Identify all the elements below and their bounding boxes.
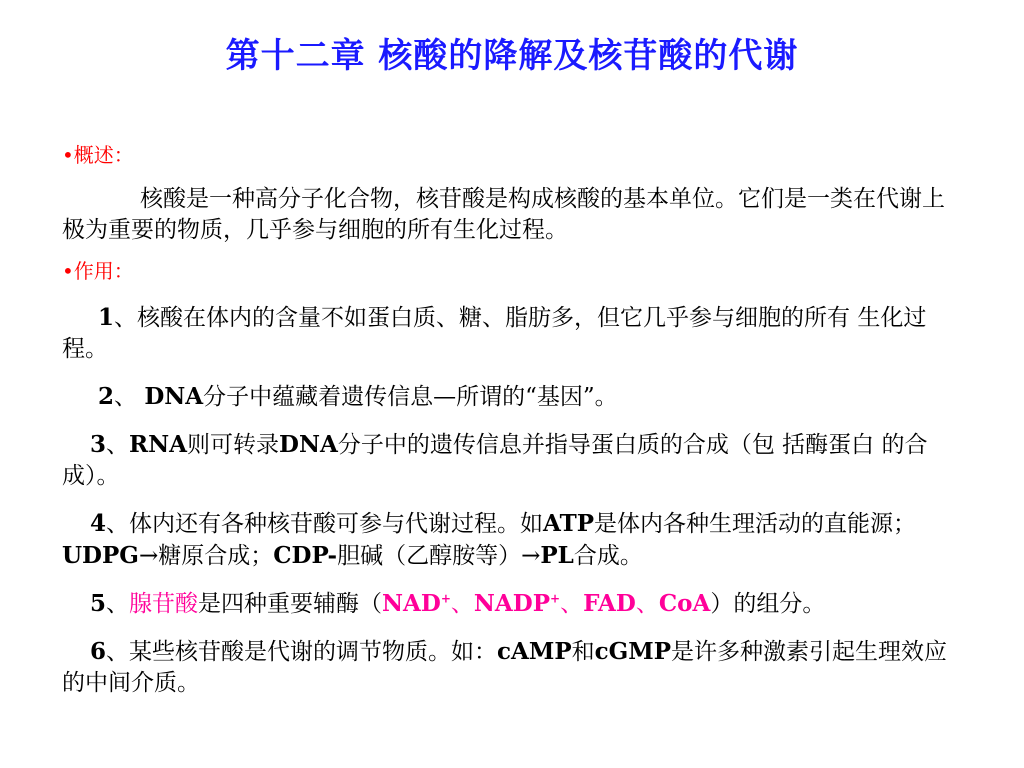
item-text: ）的组分。 xyxy=(710,591,826,617)
item-number: 6 xyxy=(90,638,107,665)
function-item-1 xyxy=(62,302,962,365)
item-text: 分子中蕴藏着遗传信息—所谓的“基因”。 xyxy=(203,384,618,410)
separator: 、 xyxy=(635,591,659,617)
item-number: 2 xyxy=(98,383,115,410)
item-text: 、 xyxy=(114,384,145,410)
function-item-4 xyxy=(62,508,962,572)
overview-text: 核酸是一种高分子化合物，核苷酸是构成核酸的基本单位。它们是一类在代谢上极为重要的物质，几乎参与细胞的所有生化过程。 xyxy=(62,186,945,243)
separator: 、 xyxy=(560,591,584,617)
item-number: 1 xyxy=(98,304,115,331)
item-text: 、某些核苷酸是代谢的调节物质。如： xyxy=(106,639,498,665)
item-text: 、体内还有各种核苷酸可参与代谢过程。如 xyxy=(106,511,544,537)
superscript-plus: + xyxy=(440,591,451,606)
item-text: 是四种重要辅酶（ xyxy=(198,591,383,617)
term-fad: FAD xyxy=(583,590,636,617)
item-text: 是体内各种生理活动的直能源； xyxy=(594,511,917,537)
item-text: 分子中的遗传信息并指导蛋白质的合成（包 括酶蛋白 的合成）。 xyxy=(62,432,928,489)
term-adenosine: 腺苷酸 xyxy=(129,591,199,617)
item-number: 3 xyxy=(90,431,107,458)
term-camp: cAMP xyxy=(497,638,572,665)
term-cgmp: cGMP xyxy=(594,638,672,665)
item-text: 和 xyxy=(571,639,595,665)
term-cdp: CDP- xyxy=(273,542,338,569)
function-item-2 xyxy=(62,381,962,413)
item-text: 、 xyxy=(106,432,130,458)
term-rna: RNA xyxy=(129,431,187,458)
term-nadp: NADP xyxy=(473,590,551,617)
term-pl: PL xyxy=(540,542,574,569)
term-atp: ATP xyxy=(543,510,595,537)
item-number: 4 xyxy=(90,510,107,537)
item-text: 则可转录 xyxy=(187,432,279,458)
item-text: 、核酸在体内的含量不如蛋白质、糖、脂肪多，但它几乎参与细胞的所有 生化过程。 xyxy=(62,305,927,362)
term-nad: NAD xyxy=(382,590,441,617)
separator: 、 xyxy=(450,591,474,617)
item-number: 5 xyxy=(90,590,107,617)
functions-heading: •作用： xyxy=(62,259,134,283)
item-text: →糖原合成； xyxy=(138,543,274,569)
overview-heading: •概述： xyxy=(62,143,134,167)
item-text: 合成。 xyxy=(573,543,643,569)
term-coa: CoA xyxy=(658,590,711,617)
page-title: 第十二章 核酸的降解及核苷酸的代谢 xyxy=(225,36,799,76)
term-dna: DNA xyxy=(279,431,338,458)
superscript-plus: + xyxy=(550,591,561,606)
function-item-5 xyxy=(62,588,962,620)
slide-content xyxy=(62,140,962,699)
item-text: 是许多种激素引起生理效应的中间介质。 xyxy=(62,639,948,696)
term-dna: DNA xyxy=(144,383,204,410)
item-text: 、 xyxy=(106,591,130,617)
term-udpg: UDPG xyxy=(62,542,139,569)
function-item-6 xyxy=(62,636,962,699)
function-item-3 xyxy=(62,429,962,492)
item-text: 胆碱（乙醇胺等）→ xyxy=(337,543,541,569)
